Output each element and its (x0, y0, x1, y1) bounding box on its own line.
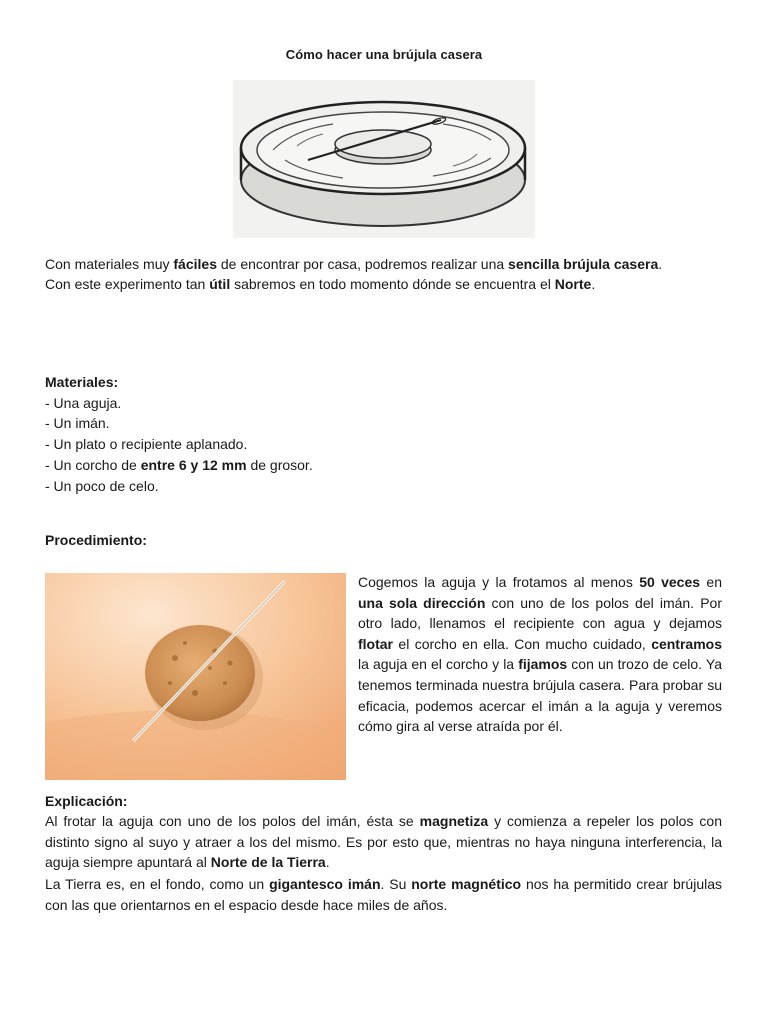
explanation-paragraph-1: Al frotar la aguja con uno de los polos del imán, ésta se magnetiza y comienza a repeler los polos con distinto signo al suyo y atraer a los del mismo. Es por esto que, mientras no haya ninguna interferencia, la aguja siempre apuntará al Norte de la Tierra. (45, 813, 722, 871)
explanation-heading: Explicación: (45, 793, 128, 809)
materials-heading: Materiales: (45, 374, 119, 390)
compass-drawing (233, 80, 535, 238)
intro-line-1: Con materiales muy fáciles de encontrar por casa, podremos realizar una sencilla brújula casera. (45, 256, 663, 272)
page-title: Cómo hacer una brújula casera (285, 47, 483, 62)
cork-needle-photo (45, 573, 346, 780)
materials-item-needle: - Una aguja. (45, 395, 122, 411)
explanation-paragraph-2: La Tierra es, en el fondo, como un gigantesco imán. Su norte magnético nos ha permitido crear brújulas con las que orientarnos en el espacio desde hace miles de años. (45, 876, 723, 913)
intro-line-2: Con este experimento tan útil sabremos en todo momento dónde se encuentra el Norte. (45, 276, 596, 292)
materials-item-plate: - Un plato o recipiente aplanado. (45, 436, 248, 452)
materials-item-magnet: - Un imán. (45, 415, 110, 431)
materials-item-cork: - Un corcho de entre 6 y 12 mm de grosor. (45, 457, 313, 473)
materials-item-tape: - Un poco de celo. (45, 478, 159, 494)
procedure-heading: Procedimiento: (45, 532, 147, 548)
procedure-text: Cogemos la aguja y la frotamos al menos 50 veces en una sola dirección con uno de los polos del imán. Por otro lado, llenamos el recipiente con agua y dejamos flotar el corcho en ella. Con mucho cuidado, centramos la aguja en el corcho y la fijamos con un trozo de celo. Ya tenemos terminada nuestra brújula casera. Para probar su eficacia, podemos acercar el imán a la aguja y veremos cómo gira al verse atraída por él. (358, 574, 722, 735)
